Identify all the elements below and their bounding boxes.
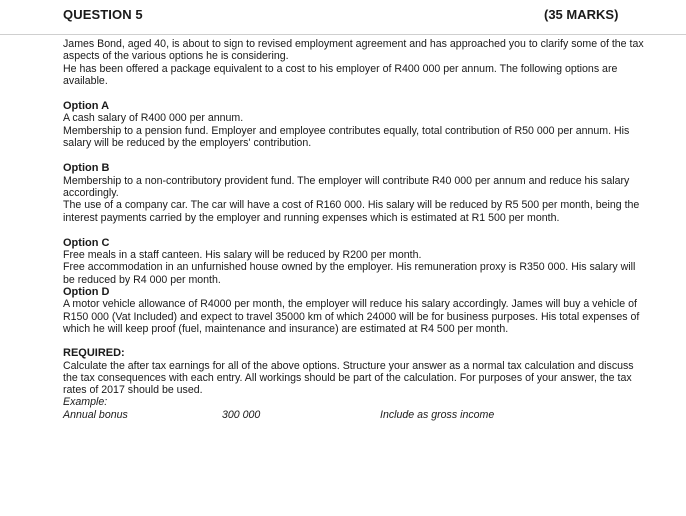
option-a-title: Option A [63, 100, 110, 113]
question-header [0, 0, 686, 35]
option-d-title: Option D [63, 286, 110, 299]
example-row [63, 409, 648, 422]
option-c-title: Option C [63, 236, 110, 249]
option-b-title: Option B [63, 162, 110, 175]
option-d-line-1: A motor vehicle allowance of R4000 per month, the employer will reduce his salary accordingly. James will buy a vehicle of R150 000 (Vat Included) and expect to travel 35000 km of which 24000 will be for business purposes. His total expenses of which he will keep proof (fuel, maintenance and insurance) are estimated at R4 500 per month. [63, 298, 640, 335]
question-body [63, 38, 648, 422]
question-marks: (35 MARKS) [544, 7, 619, 22]
example-item: Annual bonus [63, 408, 128, 421]
option-a-line-2: Membership to a pension fund. Employer and employee contributes equally, total contribution of R50 000 per annum. His salary will be reduced by the employers' contribution. [63, 124, 630, 150]
option-a-line-1: A cash salary of R400 000 per annum. [63, 112, 244, 125]
intro-paragraph-1: James Bond, aged 40, is about to sign to revised employment agreement and has approached you to clarify some of the tax aspects of the various options he is considering. [63, 38, 644, 63]
example-label: Example: [63, 396, 108, 409]
option-b-line-2: The use of a company car. The car will have a cost of R160 000. His salary will be reduced by R5 500 per month, being the interest payments carried by the employer and running expenses which is estimated at R1 500 per month. [63, 199, 640, 224]
option-c-line-2: Free accommodation in an unfurnished house owned by the employer. His remuneration proxy is R350 000. His salary will be reduced by R4 000 per month. [63, 261, 636, 286]
required-text: Calculate the after tax earnings for all of the above options. Structure your answer as a normal tax calculation and discuss the tax consequences with each entry. All workings should be part of the calculation. For purposes of your answer, the tax rates of 2017 should be used. [63, 359, 634, 397]
required-title: REQUIRED: [63, 347, 125, 360]
intro-paragraph-2: He has been offered a package equivalent to a cost to his employer of R400 000 per annum. The following options are available. [63, 62, 618, 87]
option-c-line-1: Free meals in a staff canteen. His salary will be reduced by R200 per month. [63, 249, 422, 262]
question-number: QUESTION 5 [63, 7, 143, 22]
example-note: Include as gross income [380, 408, 495, 421]
option-b-line-1: Membership to a non-contributory provident fund. The employer will contribute R40 000 per annum and reduce his salary accordingly. [63, 174, 630, 199]
example-amount: 300 000 [222, 408, 261, 421]
